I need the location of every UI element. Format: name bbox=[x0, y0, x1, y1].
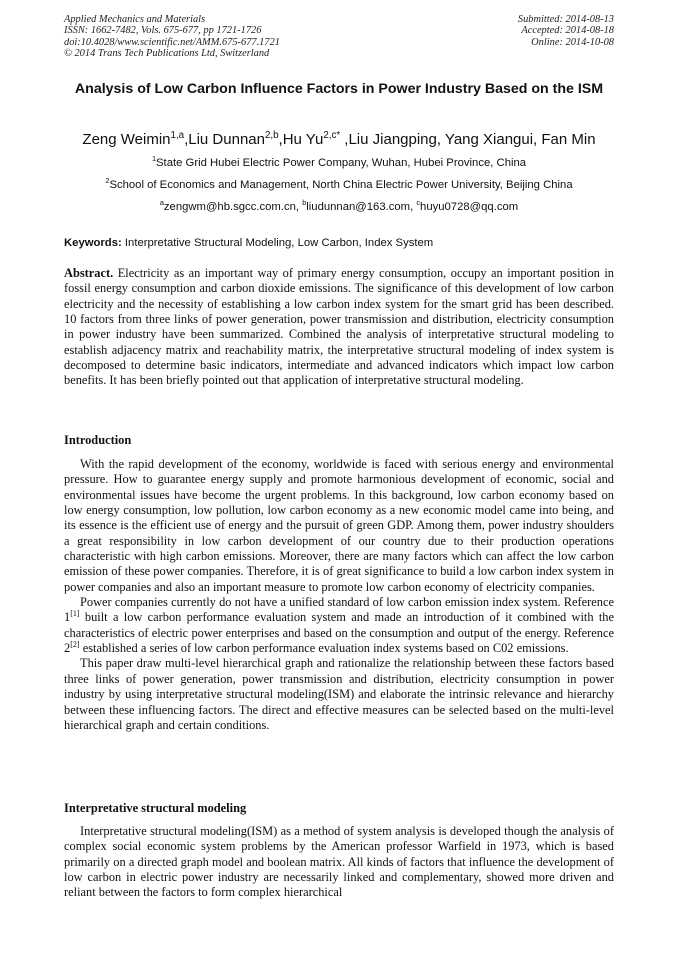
accepted-date: Accepted: 2014-08-18 bbox=[521, 25, 614, 37]
paragraph: Interpretative structural modeling(ISM) as a method of system analysis is developed though the analysis of complex social economic system problems by the American professor Warfield in 1973, which is based primarily on a directed graph model and boolean matrix. All kinds of factors that influence the development of low carbon in electric power industry are necessarily linked and complementary, showed more driven and reliant between the factors to form complex hierarchical bbox=[64, 824, 614, 900]
online-date: Online: 2014-10-08 bbox=[531, 36, 614, 48]
ism-body bbox=[64, 824, 614, 901]
introduction-body bbox=[64, 457, 614, 733]
affiliation-1: $^1$State Grid Hubei Electric Power Company, Wuhan, Hubei Province, China bbox=[151, 154, 527, 169]
journal-name: Applied Mechanics and Materials bbox=[64, 14, 206, 25]
email-link[interactable]: liudunnan@163.com bbox=[306, 201, 411, 213]
abstract-label: Abstract. bbox=[64, 266, 114, 280]
paragraph: With the rapid development of the economy, worldwide is faced with serious energy and environmental pressure. How to guarantee energy supply and promote harmonious development of economic, social and environmental issues have become the urgent problems. In this background, low carbon economy based on low energy consumption, low pollution, low carbon economy as a new economic model came into being, and its essence is the efficient use of energy and the pursuit of green GDP. Among them, power industry shoulders a great responsibility in low carbon development of our country due to their production operations characteristic with high carbon emissions. Moreover, there are many factors which can affect the low carbon emission of these power companies. Therefore, it is of great significance to build a low carbon index system in power companies and also an important measure to promote low carbon economy of electricity companies. bbox=[64, 457, 614, 594]
email-link[interactable]: zengwm@hb.sgcc.com.cn bbox=[163, 201, 296, 213]
author-rest: ,Liu Jiangping, Yang Xiangui, Fan Min bbox=[340, 131, 596, 148]
keywords-text: Interpretative Structural Modeling, Low Carbon, Index System bbox=[124, 237, 434, 249]
paper-title: Analysis of Low Carbon Influence Factors in Power Industry Based on the ISM bbox=[74, 81, 604, 97]
author-1: Zeng Weimin bbox=[82, 131, 171, 148]
affiliation-2: $^2$School of Economics and Management, North China Electric Power University, Beijing China bbox=[105, 176, 573, 191]
email-list: $^a$zengwm@hb.sgcc.com.cn, $^b$liudunnan@163.com, $^c$huyu0728@qq.com bbox=[159, 198, 519, 213]
journal-info bbox=[64, 14, 280, 60]
author-3: ,Hu Yu bbox=[278, 131, 324, 148]
keywords bbox=[64, 236, 624, 250]
section-heading-introduction: Introduction bbox=[64, 433, 132, 447]
keywords-label: Keywords: bbox=[64, 237, 122, 249]
paragraph: Power companies currently do not have a unified standard of low carbon emission index system. Reference 1[1] built a low carbon performance evaluation system and made an introduction of it combined with the characteristics of electric power enterprises and based on the consumption and output of the energy. Reference 2[2] established a series of low carbon performance evaluation index systems based on C02 emissions. bbox=[64, 595, 614, 656]
issn-line: ISSN: 1662-7482, Vols. 675-677, pp 1721-1726 bbox=[64, 25, 262, 37]
copyright-line: © 2014 Trans Tech Publications Ltd, Switzerland bbox=[64, 48, 270, 60]
submitted-date: Submitted: 2014-08-13 bbox=[517, 14, 614, 25]
abstract bbox=[64, 266, 614, 389]
author-2: ,Liu Dunnan bbox=[184, 131, 265, 148]
email-link[interactable]: huyu0728@qq.com bbox=[420, 201, 519, 213]
paragraph: This paper draw multi-level hierarchical graph and rationalize the relationship between these factors based three links of power generation, power transmission and distribution, electricity consumption in power industry by using interpretative structural modeling(ISM) and elaborate the intrinsic relevance and hierarchy between these influencing factors. The direct and effective measures can be selected based on the multi-level hierarchical graph and certain conditions. bbox=[64, 656, 614, 732]
doi-line: doi:10.4028/www.scientific.net/AMM.675-677.1721 bbox=[64, 36, 280, 48]
author-list: Zeng Weimin$^{1,a}$,Liu Dunnan$^{2,b}$,Hu $Yu^{2,c*}$ ,Liu Jiangping, Yang Xiangui, Fan Min bbox=[82, 130, 596, 148]
submission-dates bbox=[518, 14, 614, 48]
abstract-text: Electricity as an important way of primary energy consumption, occupy an important position in fossil energy consumption and carbon dioxide emissions. The significance of this development of low carbon electricity and the necessity of establishing a low carbon index system for the smart grid has been described. 10 factors from three links of power generation, power transmission and distribution, electricity consumption in power industry have been summarized. Combined the analysis of interpretative structural modeling to establish adjacency matrix and reachability matrix, the interpretative structural modeling of index system is decomposed to determine basic indicators, intermediate and advanced indicators which impact low carbon benefits. It has been briefly pointed out that application of interpretative structural modeling. bbox=[64, 266, 614, 388]
section-heading-ism: Interpretative structural modeling bbox=[64, 801, 247, 815]
